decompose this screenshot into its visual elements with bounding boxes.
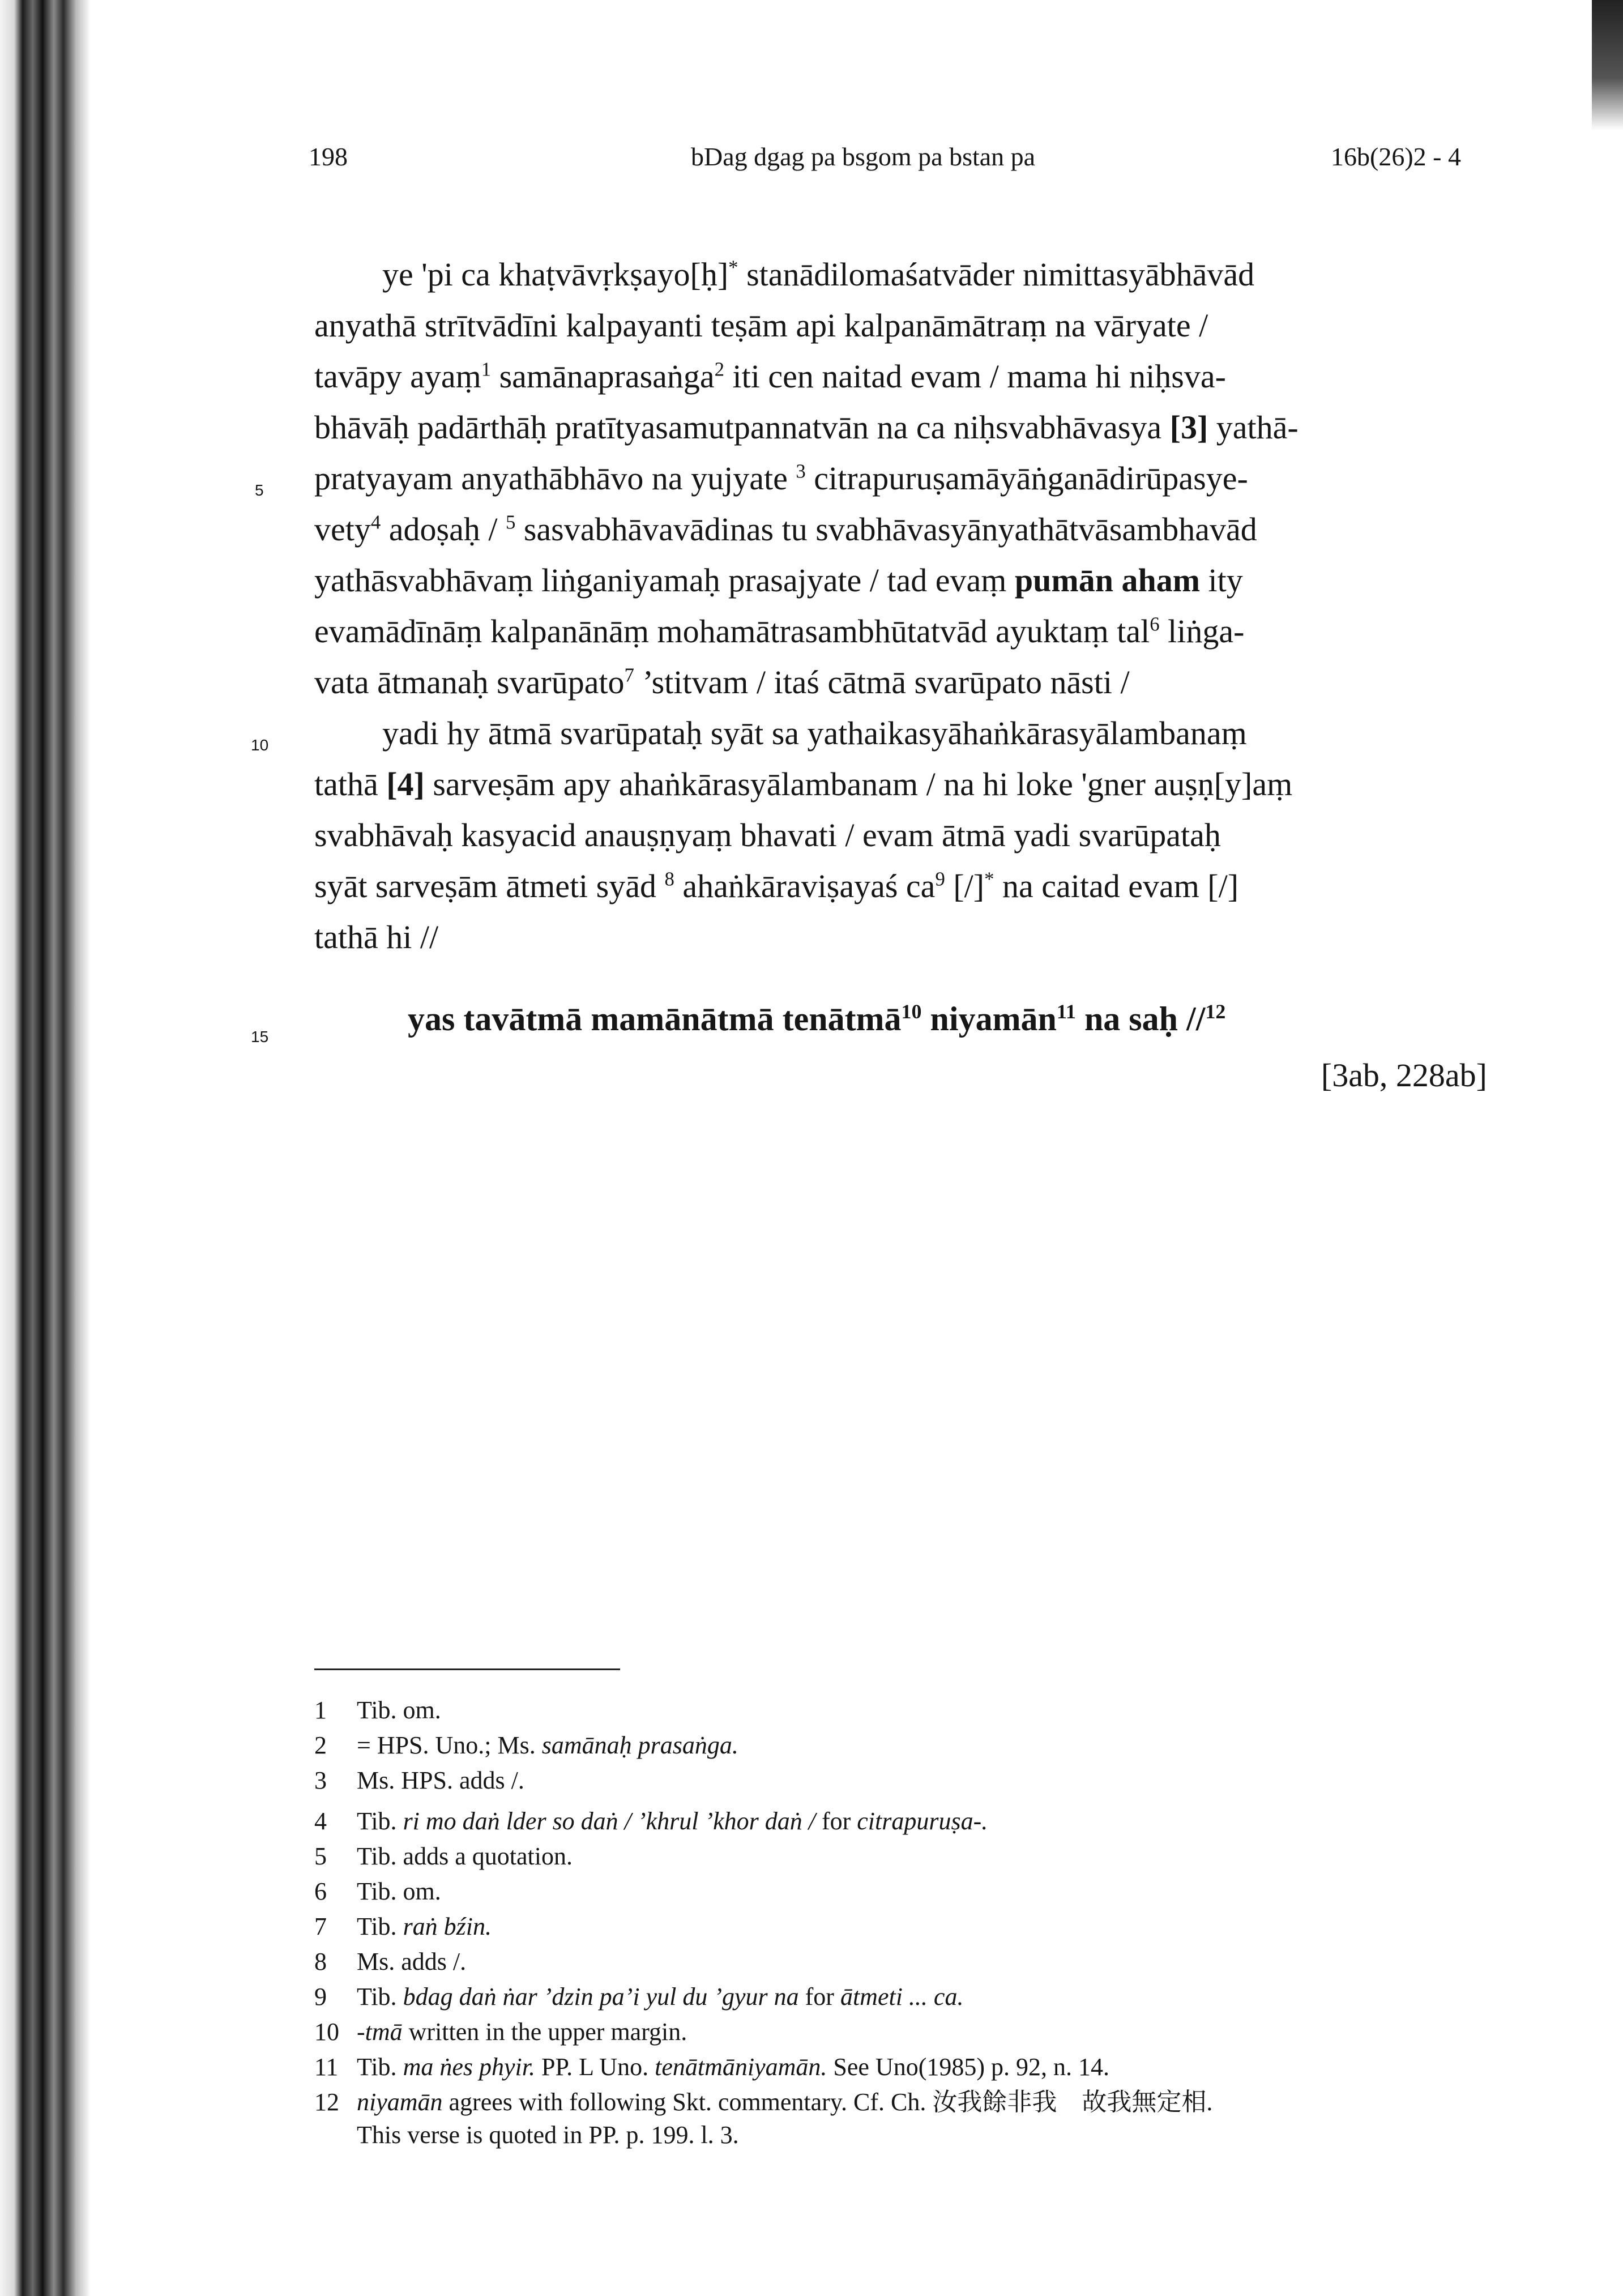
text-line: syāt sarveṣām ātmeti syād $^8$ ahaṅkāraviṣayaś $ca^9$ [/]* na caitad evam [/] bbox=[314, 868, 1239, 904]
footnote-separator bbox=[314, 1668, 620, 1670]
footnote-8: 8 Ms. adds /. bbox=[314, 1945, 466, 1979]
verse-reference: [3ab, 228ab] bbox=[1321, 1057, 1487, 1094]
footnote-12: 12 niyamān agrees with following Skt. commentary. Cf. Ch. 汝我餘非我 故我無定相. bbox=[314, 2085, 1212, 2119]
text-line: yadi hy ātmā svarūpataḥ syāt sa yathaikasyāhaṅkārasyālambanaṃ bbox=[382, 715, 1247, 752]
book-binding-shadow bbox=[0, 0, 91, 2296]
text-line: vata ātmanaḥ svarūpato$^7$ ’stitvam / itaś cātmā svarūpato nāsti / bbox=[314, 664, 1130, 701]
footnote-9: 9 Tib. bdag daṅ ṅar ’dzin pa’i yul du ’gyur na for ātmeti ... ca. bbox=[314, 1980, 963, 2014]
text-line: evamādīnāṃ kalpanānāṃ mohamātrasambhūtatvād ayuktaṃ tal$^6$ liṅga- bbox=[314, 613, 1245, 650]
footnote-number: 2 bbox=[314, 1731, 327, 1759]
footnote-continuation: This verse is quoted in PP. p. 199. l. 3. bbox=[357, 2121, 739, 2149]
footnote-1: 1 Tib. om. bbox=[314, 1693, 441, 1727]
footnote-number: 7 bbox=[314, 1913, 327, 1940]
footnote-11: 11 Tib. ma ṅes phyir. PP. L Uno. tenātmāniyamān. See Uno(1985) p. 92, n. 14. bbox=[314, 2050, 1109, 2084]
text-line: vety$^4$ adoṣaḥ / $^5$ sasvabhāvavādinas tu svabhāvasyānyathātvāsambhavād bbox=[314, 511, 1257, 548]
footnote-3: 3 Ms. HPS. adds /. bbox=[314, 1764, 524, 1798]
footnote-7: 7 Tib. raṅ bźin. bbox=[314, 1910, 492, 1944]
text-line: ye 'pi ca khaṭvāvṛkṣayo[ḥ]* stanādilomaśatvāder nimittasyābhāvād bbox=[382, 256, 1255, 293]
text-line: tathā hi // bbox=[314, 919, 439, 955]
footnote-number: 5 bbox=[314, 1842, 327, 1870]
footnote-number: 4 bbox=[314, 1807, 327, 1835]
scan-corner-shadow bbox=[1592, 0, 1623, 130]
footnote-number: 8 bbox=[314, 1948, 327, 1975]
footnote-10: 10 -tmā written in the upper margin. bbox=[314, 2015, 687, 2049]
footnote-number: 1 bbox=[314, 1696, 327, 1724]
text-line: tavāpy ayaṃ$^1$ samānaprasaṅga$^2$ iti cen naitad evam / mama hi niḥsva- bbox=[314, 358, 1226, 395]
text-line: svabhāvaḥ kasyacid anauṣṇyaṃ bhavati / evam ātmā yadi svarūpataḥ bbox=[314, 817, 1221, 853]
footnote-6: 6 Tib. om. bbox=[314, 1875, 441, 1909]
text-line: bhāvāḥ padārthāḥ pratītyasamutpannatvān na ca niḥsvabhāvasya [3] yathā- bbox=[314, 409, 1299, 446]
footnote-number: 11 bbox=[314, 2053, 339, 2081]
line-number-15: 15 bbox=[251, 1028, 269, 1045]
text-line: pratyayam anyathābhāvo na yujyate $^3$ citrapuruṣamāyāṅganādirūpasye- bbox=[314, 460, 1248, 497]
footnote-2: 2 = HPS. Uno.; Ms. samānaḥ prasaṅga. bbox=[314, 1729, 738, 1762]
footnote-number: 12 bbox=[314, 2088, 339, 2116]
footnote-number: 3 bbox=[314, 1766, 327, 1794]
text-line: anyathā strītvādīni kalpayanti teṣām api kalpanāmātraṃ na vāryate / bbox=[314, 307, 1208, 344]
footnote-number: 9 bbox=[314, 1983, 327, 2011]
text-line: yathāsvabhāvaṃ liṅganiyamaḥ prasajyate / tad evaṃ pumān aham ity bbox=[314, 562, 1243, 599]
footnote-5: 5 Tib. adds a quotation. bbox=[314, 1840, 573, 1873]
footnote-4: 4 Tib. ri mo daṅ lder so daṅ / ’khrul ’khor daṅ / for citrapuruṣa-. bbox=[314, 1804, 988, 1838]
footnote-number: 6 bbox=[314, 1877, 327, 1905]
line-number-5: 5 bbox=[255, 481, 264, 499]
page-number: 198 bbox=[309, 142, 348, 171]
line-number-10: 10 bbox=[251, 736, 269, 754]
text-line: tathā [4] sarveṣām apy ahaṅkārasyālambanam / na hi loke 'gner auṣṇ[y]aṃ bbox=[314, 766, 1293, 803]
running-title: bDag dgag pa bsgom pa bstan pa bbox=[691, 142, 1036, 171]
verse: yas tavātmā mamānātmā tenātmā$^{10}$ niyamān$^{11}$ na saḥ //$^{12}$ bbox=[408, 1000, 1226, 1038]
footnote-number: 10 bbox=[314, 2018, 339, 2046]
folio-reference: 16b(26)2 - 4 bbox=[1331, 142, 1461, 171]
